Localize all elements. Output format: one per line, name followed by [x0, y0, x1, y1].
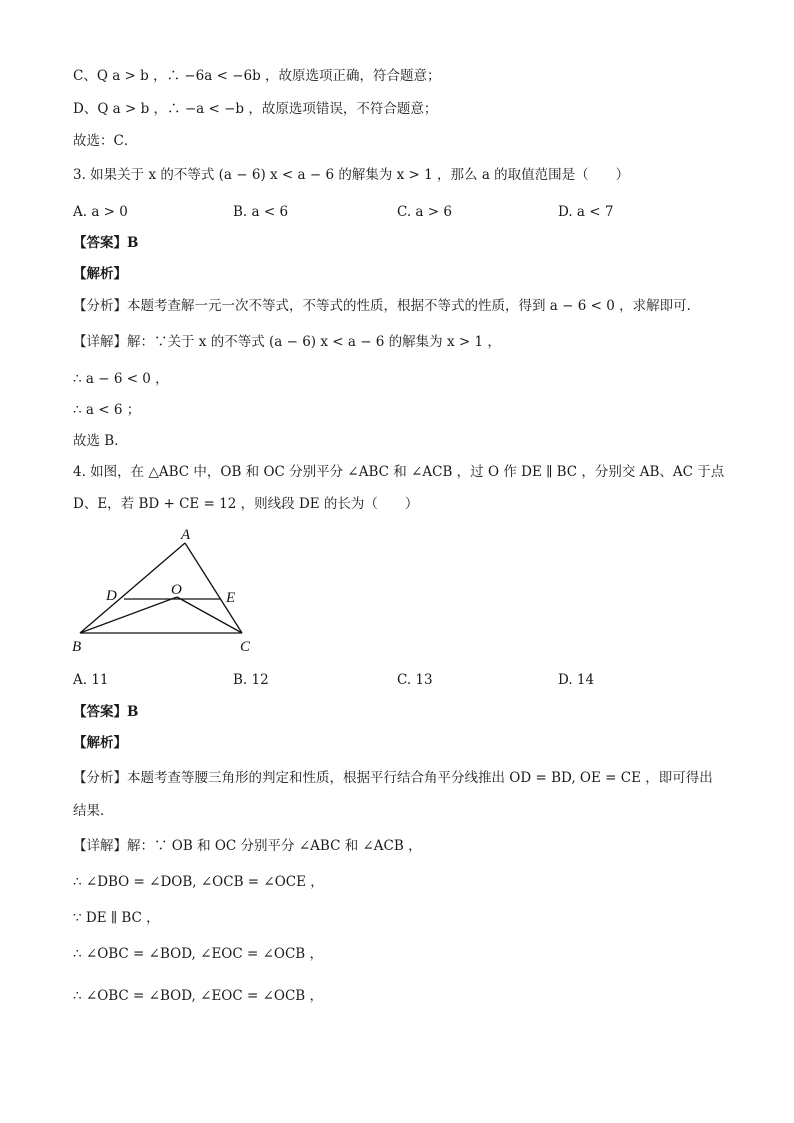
option-d-explanation: D、Q a > b ，∴ −a < −b ，故原选项错误，不符合题意； — [73, 101, 438, 117]
label-e: E — [226, 590, 236, 606]
q4-option-b: B. 12 — [233, 672, 269, 688]
q3-step-2: ∴ a < 6 ； — [73, 402, 141, 418]
label-d: D — [106, 588, 117, 604]
option-c-explanation: C、Q a > b ，∴ −6a < −6b ，故原选项正确，符合题意； — [73, 68, 441, 84]
q3-option-c: C. a > 6 — [397, 204, 452, 220]
q4-step-3: ∴ ∠OBC = ∠BOD, ∠EOC = ∠OCB ， — [73, 946, 324, 962]
q4-answer: 【答案】B — [73, 704, 139, 720]
q4-jiexi-heading: 【解析】 — [73, 735, 127, 751]
q3-choice: 故选 B． — [73, 433, 128, 449]
q4-step-2: ∵ DE ∥ BC ， — [73, 910, 160, 926]
q4-option-d: D. 14 — [558, 672, 595, 688]
label-o: O — [171, 582, 182, 598]
segment-ob — [80, 597, 177, 633]
q3-detail: 【详解】解：∵关于 x 的不等式 (a − 6) x < a − 6 的解集为 x > 1 ， — [73, 334, 501, 350]
label-b: B — [72, 639, 82, 655]
triangle-figure — [68, 524, 268, 659]
q3-option-b: B. a < 6 — [233, 204, 289, 220]
q3-stem: 3. 如果关于 x 的不等式 (a − 6) x < a − 6 的解集为 x > 1 ，那么 a 的取值范围是（ ） — [73, 167, 630, 183]
q3-answer: 【答案】B — [73, 235, 139, 251]
label-c: C — [240, 639, 251, 655]
q4-analysis-line-1: 【分析】本题考查等腰三角形的判定和性质，根据平行结合角平分线推出 OD = BD, OE = CE ，即可得出 — [73, 770, 713, 786]
q4-option-c: C. 13 — [397, 672, 433, 688]
q3-step-1: ∴ a − 6 < 0 ， — [73, 371, 169, 387]
q4-stem-line-1: 4. 如图，在 △ABC 中，OB 和 OC 分别平分 ∠ABC 和 ∠ACB ，过 O 作 DE ∥ BC ，分别交 AB、AC 于点 — [73, 464, 725, 480]
side-ac — [185, 543, 242, 633]
q4-detail: 【详解】解：∵ OB 和 OC 分别平分 ∠ABC 和 ∠ACB ， — [73, 838, 422, 854]
q3-option-a: A. a > 0 — [73, 204, 128, 220]
q4-stem-line-2: D、E，若 BD + CE = 12 ，则线段 DE 的长为（ ） — [73, 496, 419, 512]
q3-analysis: 【分析】本题考查解一元一次不等式，不等式的性质，根据不等式的性质，得到 a − 6 < 0 ，求解即可． — [73, 298, 701, 314]
q3-option-d: D. a < 7 — [558, 204, 614, 220]
q2-choice: 故选：C． — [73, 133, 138, 149]
q4-option-a: A. 11 — [73, 672, 109, 688]
label-a: A — [181, 527, 191, 543]
side-ab — [80, 543, 185, 633]
q4-analysis-line-2: 结果． — [73, 803, 114, 819]
q4-step-1: ∴ ∠DBO = ∠DOB, ∠OCB = ∠OCE ， — [73, 874, 324, 890]
q4-step-4: ∴ ∠OBC = ∠BOD, ∠EOC = ∠OCB ， — [73, 988, 324, 1004]
q3-jiexi-heading: 【解析】 — [73, 266, 127, 282]
